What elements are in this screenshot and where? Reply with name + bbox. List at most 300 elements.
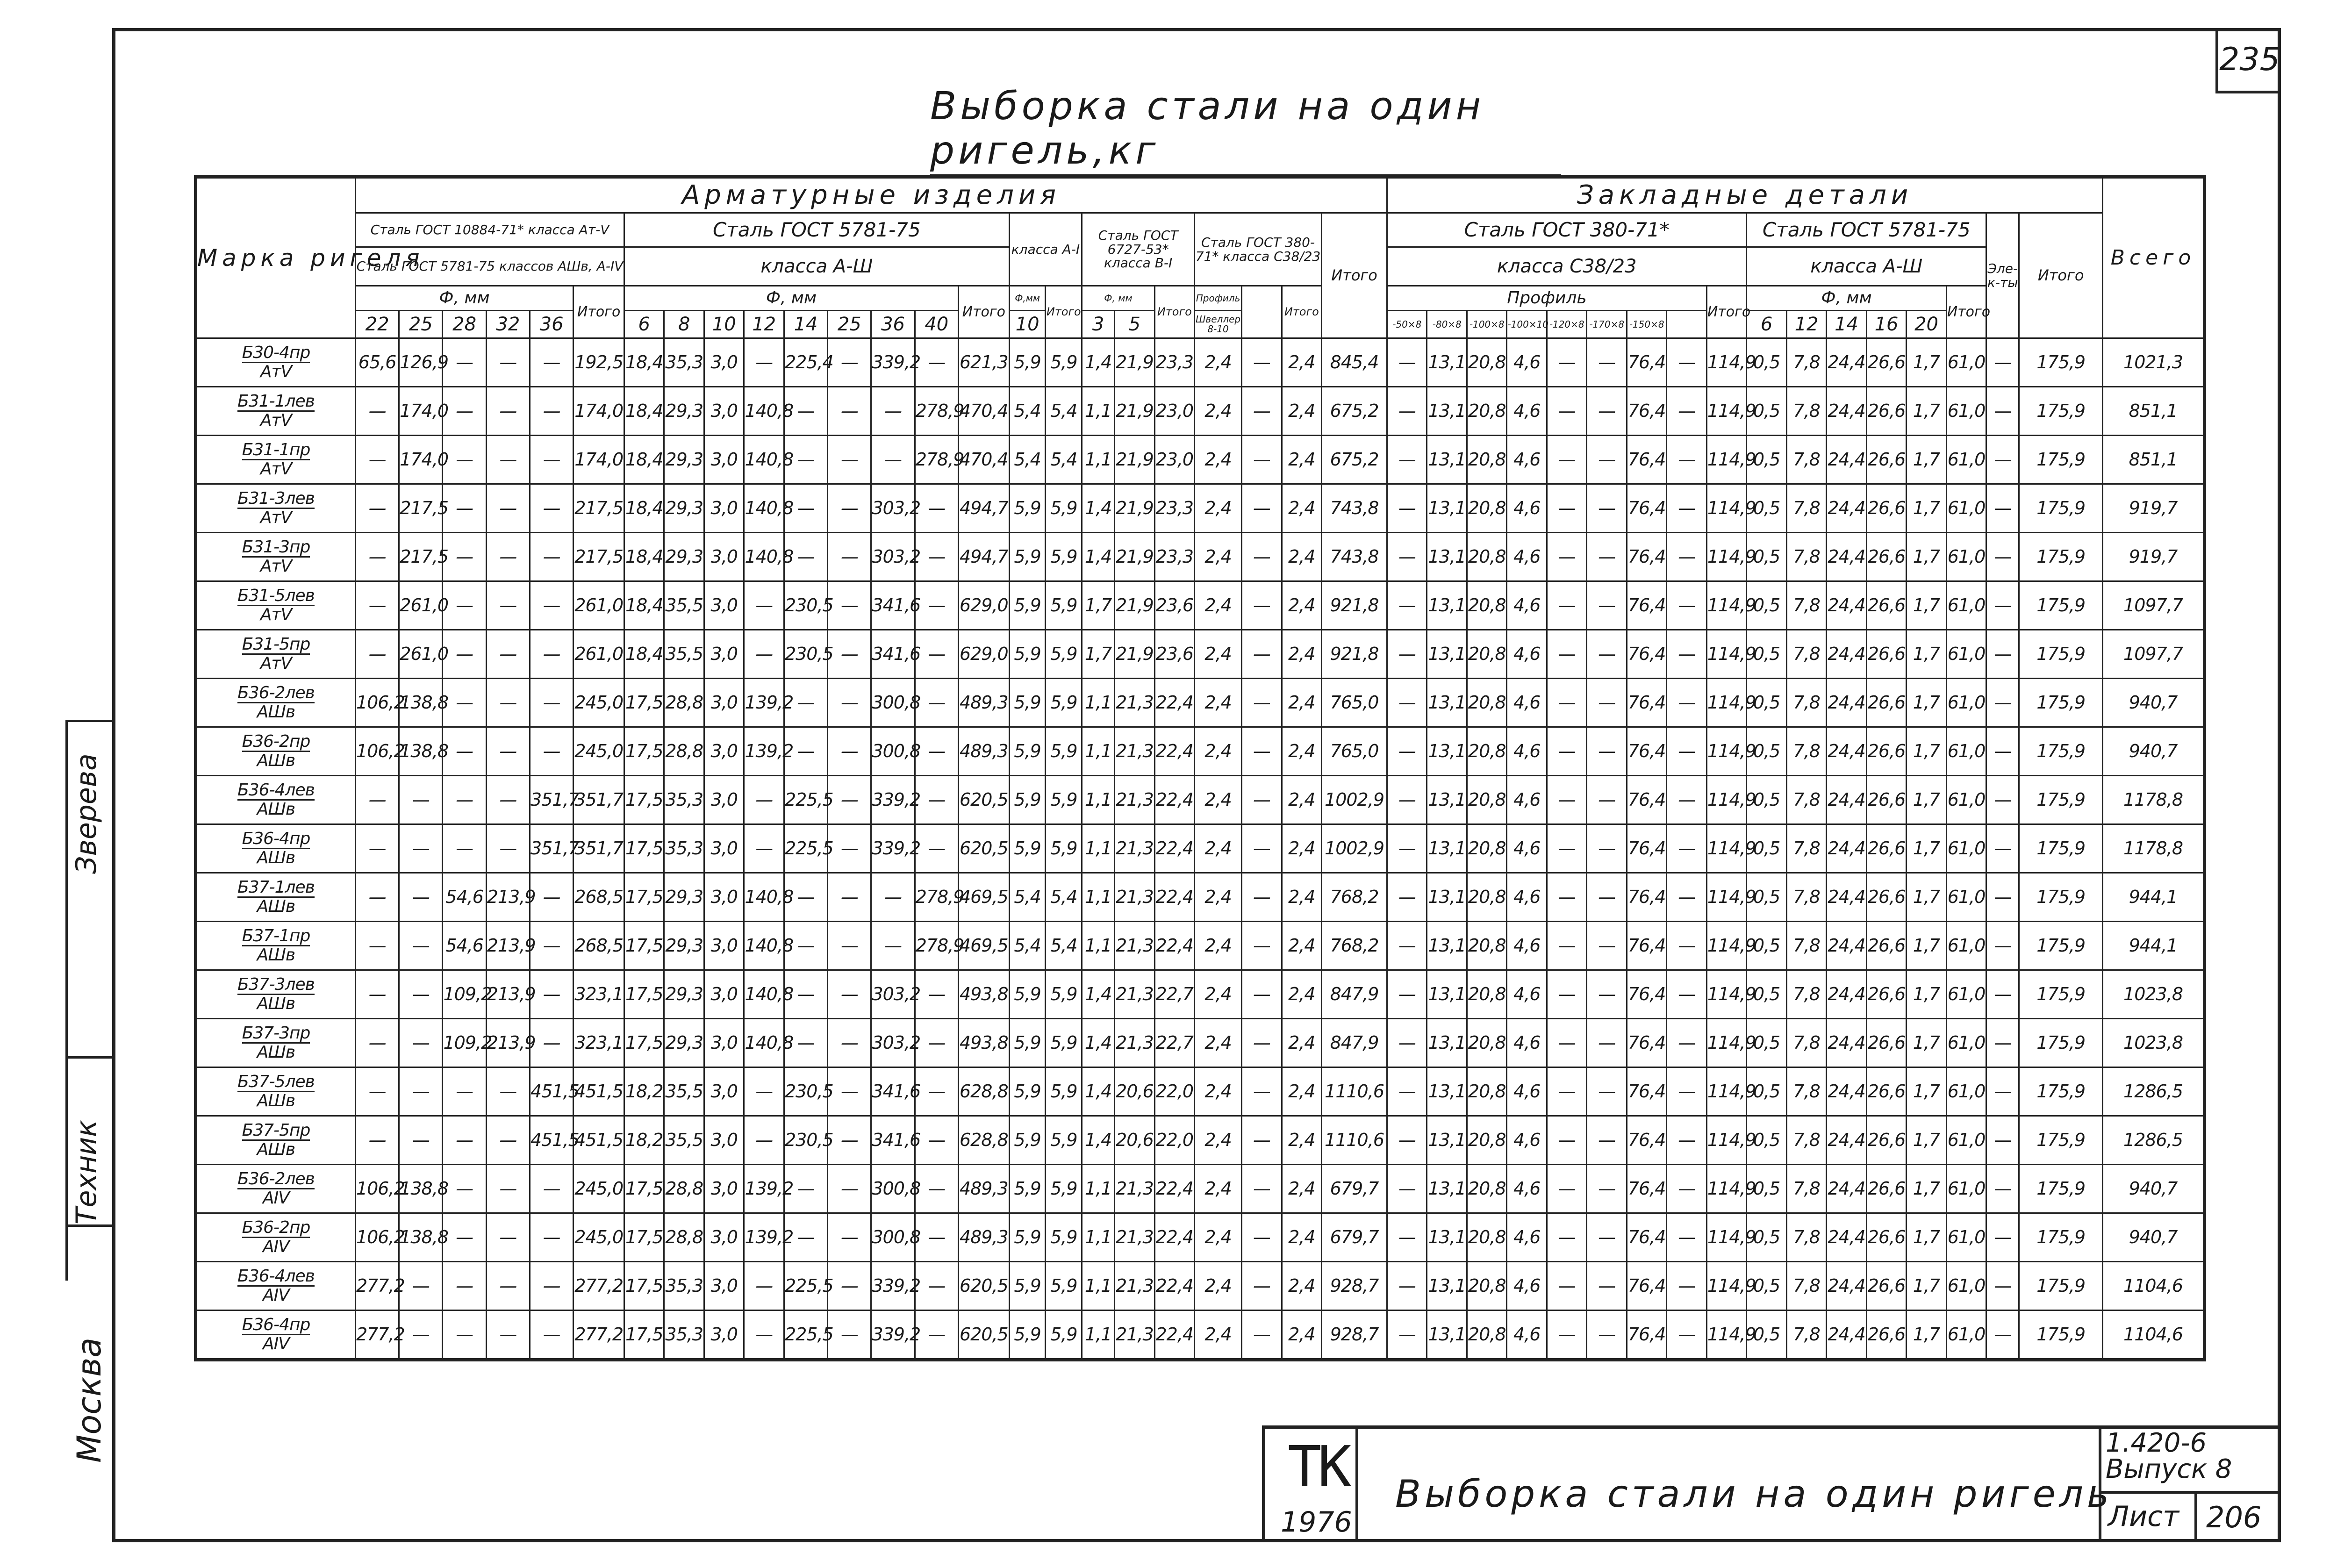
table-cell: 138,8 (399, 727, 443, 776)
table-cell: 0,5 (1747, 1116, 1786, 1165)
mark-code: Б36-4лев (237, 780, 315, 800)
table-cell: — (784, 727, 827, 776)
table-cell: 628,8 (958, 1116, 1009, 1165)
table-cell: 140,8 (744, 873, 784, 922)
table-cell: 13,1 (1427, 436, 1467, 484)
table-cell: 21,3 (1115, 1019, 1154, 1067)
table-cell: 2,4 (1282, 630, 1321, 679)
table-cell: 22,4 (1154, 1213, 1194, 1262)
table-cell: 76,4 (1627, 1116, 1666, 1165)
table-cell: 20,8 (1467, 1116, 1506, 1165)
table-cell: — (1547, 484, 1586, 533)
table-cell: 5,9 (1009, 1165, 1046, 1213)
table-cell: — (1242, 581, 1282, 630)
table-cell: — (1387, 1310, 1427, 1360)
table-cell: — (1242, 533, 1282, 581)
table-cell: 114,9 (1706, 1310, 1746, 1360)
table-cell: — (530, 922, 573, 970)
table-cell: 303,2 (871, 533, 915, 581)
mark-code: Б31-1лев (237, 392, 315, 411)
table-cell: 5,4 (1009, 436, 1046, 484)
table-cell: 5,9 (1046, 1213, 1082, 1262)
title-block-divider (1355, 1425, 1358, 1542)
table-cell: 114,9 (1706, 1116, 1746, 1165)
table-cell: — (871, 922, 915, 970)
table-cell: 20,8 (1467, 630, 1506, 679)
sheet-label: Лист (2108, 1500, 2179, 1533)
table-cell: 3,0 (704, 533, 744, 581)
table-cell: — (1587, 1310, 1627, 1360)
table-cell: 114,9 (1706, 776, 1746, 824)
profile-header: -170×8 (1587, 311, 1627, 338)
table-cell: 5,9 (1009, 1213, 1046, 1262)
table-cell: — (871, 436, 915, 484)
row-mark (196, 873, 356, 922)
table-cell: 1104,6 (2103, 1262, 2205, 1310)
table-cell: 268,5 (573, 873, 624, 922)
table-cell: — (530, 581, 573, 630)
header-phi-b1: Ф, мм (1082, 286, 1154, 311)
table-cell: 213,9 (486, 970, 530, 1019)
table-cell: 0,5 (1747, 1310, 1786, 1360)
table-cell: 175,9 (2019, 436, 2103, 484)
table-cell: 28,8 (664, 727, 704, 776)
table-cell: 261,0 (573, 581, 624, 630)
mark-class: АШв (257, 945, 295, 965)
diameter-header: 36 (871, 311, 915, 338)
table-cell: — (784, 679, 827, 727)
table-cell: 5,9 (1046, 1067, 1082, 1116)
table-cell: — (1587, 727, 1627, 776)
table-cell: 7,8 (1786, 436, 1826, 484)
table-cell: 3,0 (704, 1262, 744, 1310)
diameter-header: 32 (486, 311, 530, 338)
table-cell: 20,8 (1467, 338, 1506, 387)
table-cell: 13,1 (1427, 581, 1467, 630)
table-cell: 13,1 (1427, 970, 1467, 1019)
table-cell: — (443, 776, 486, 824)
table-cell: 21,3 (1115, 1310, 1154, 1360)
table-cell: — (1547, 1165, 1586, 1213)
mark-code: Б37-1лев (237, 878, 315, 897)
table-cell: 2,4 (1195, 727, 1242, 776)
table-cell: — (1986, 970, 2019, 1019)
table-cell: — (1242, 387, 1282, 436)
stamp-zvereva: Зверева (70, 753, 103, 874)
table-cell: — (443, 338, 486, 387)
table-cell: 23,0 (1154, 387, 1194, 436)
table-cell: 3,0 (704, 484, 744, 533)
mark-class: АШв (257, 994, 295, 1013)
table-cell: — (443, 436, 486, 484)
table-cell: 61,0 (1946, 484, 1986, 533)
table-cell: — (1986, 1213, 2019, 1262)
table-cell: — (1587, 338, 1627, 387)
row-mark (196, 387, 356, 436)
table-cell: 106,2 (355, 1165, 399, 1213)
table-cell: 21,3 (1115, 824, 1154, 873)
mark-class: АтV (260, 362, 292, 381)
table-cell: 261,0 (399, 630, 443, 679)
table-cell: 4,6 (1507, 679, 1547, 727)
table-cell: 0,5 (1747, 533, 1786, 581)
table-cell: — (1242, 776, 1282, 824)
table-cell: — (915, 824, 958, 873)
table-cell: 65,6 (355, 338, 399, 387)
table-cell: — (1587, 436, 1627, 484)
header-steel-10884: Сталь ГОСТ 10884-71* класса Ат-V (355, 213, 624, 247)
table-cell: — (1667, 1310, 1706, 1360)
table-cell: 2,4 (1195, 824, 1242, 873)
table-cell: 20,8 (1467, 1262, 1506, 1310)
table-cell: 7,8 (1786, 1213, 1826, 1262)
table-cell: 17,5 (624, 873, 664, 922)
table-cell: 24,4 (1827, 1067, 1866, 1116)
profile-header: -120×8 (1547, 311, 1586, 338)
table-cell: 76,4 (1627, 387, 1666, 436)
table-cell: 5,9 (1046, 533, 1082, 581)
table-cell: 114,9 (1706, 1165, 1746, 1213)
header-phi-a3: Ф, мм (624, 286, 959, 311)
table-cell: — (1387, 727, 1427, 776)
table-cell: 139,2 (744, 679, 784, 727)
table-cell: 20,8 (1467, 1019, 1506, 1067)
table-cell: 7,8 (1786, 1310, 1826, 1360)
table-cell: 2,4 (1282, 727, 1321, 776)
table-cell: — (1986, 387, 2019, 436)
table-cell: — (1547, 533, 1586, 581)
table-cell: — (486, 484, 530, 533)
table-cell: 2,4 (1282, 533, 1321, 581)
table-cell: — (530, 1165, 573, 1213)
table-row (196, 581, 2205, 630)
table-cell: 217,5 (573, 484, 624, 533)
table-cell: — (915, 1262, 958, 1310)
table-cell: 743,8 (1322, 533, 1387, 581)
table-cell: — (1667, 1165, 1706, 1213)
table-cell: — (1587, 387, 1627, 436)
table-cell: 2,4 (1195, 1165, 1242, 1213)
table-cell: 5,9 (1009, 533, 1046, 581)
table-cell: 847,9 (1322, 970, 1387, 1019)
table-cell: — (1387, 1165, 1427, 1213)
table-cell: — (1387, 436, 1427, 484)
table-cell: — (915, 1310, 958, 1360)
table-cell: — (1667, 1019, 1706, 1067)
table-cell: — (1667, 1213, 1706, 1262)
table-cell: 1,7 (1907, 970, 1946, 1019)
table-cell: 23,0 (1154, 436, 1194, 484)
table-cell: 0,5 (1747, 824, 1786, 873)
row-mark (196, 484, 356, 533)
table-cell: 2,4 (1282, 1165, 1321, 1213)
table-cell: 5,9 (1009, 338, 1046, 387)
table-cell: 469,5 (958, 873, 1009, 922)
table-cell: 175,9 (2019, 727, 2103, 776)
table-cell: 4,6 (1507, 1310, 1547, 1360)
table-cell: 7,8 (1786, 873, 1826, 922)
table-cell: 675,2 (1322, 387, 1387, 436)
table-cell: 5,9 (1046, 679, 1082, 727)
table-cell: 3,0 (704, 776, 744, 824)
table-cell: — (530, 679, 573, 727)
table-cell: 23,3 (1154, 484, 1194, 533)
table-cell: 278,9 (915, 436, 958, 484)
table-cell: — (1387, 581, 1427, 630)
table-cell: — (828, 970, 871, 1019)
table-cell: 451,5 (530, 1116, 573, 1165)
table-cell: 61,0 (1946, 1165, 1986, 1213)
table-row (196, 387, 2205, 436)
table-cell: 13,1 (1427, 679, 1467, 727)
header-phi-a1: Ф,мм (1009, 286, 1046, 311)
table-cell: 5,9 (1009, 630, 1046, 679)
table-cell: 629,0 (958, 630, 1009, 679)
table-cell: 5,9 (1046, 824, 1082, 873)
header-itogo-b1: Итого (1154, 286, 1194, 338)
header-itogo-c: Итого (1282, 286, 1321, 338)
table-cell: 175,9 (2019, 387, 2103, 436)
table-cell: 0,5 (1747, 1019, 1786, 1067)
table-row (196, 727, 2205, 776)
mark-code: Б36-4пр (242, 829, 310, 849)
table-cell: — (486, 1310, 530, 1360)
table-cell: — (1547, 1019, 1586, 1067)
table-cell: 22,0 (1154, 1116, 1194, 1165)
table-cell: 26,6 (1866, 776, 1906, 824)
table-cell: 35,3 (664, 1310, 704, 1360)
table-cell: 628,8 (958, 1067, 1009, 1116)
table-cell: 3,0 (704, 1310, 744, 1360)
table-cell: 1,7 (1907, 581, 1946, 630)
table-cell: 17,5 (624, 1310, 664, 1360)
table-cell: 76,4 (1627, 970, 1666, 1019)
row-mark (196, 630, 356, 679)
table-cell: — (784, 387, 827, 436)
table-cell: — (784, 970, 827, 1019)
table-cell: — (1986, 776, 2019, 824)
table-cell: — (915, 970, 958, 1019)
table-cell: 61,0 (1946, 727, 1986, 776)
table-cell: 20,8 (1467, 533, 1506, 581)
table-cell: 175,9 (2019, 581, 2103, 630)
table-cell: 1,4 (1082, 970, 1115, 1019)
table-cell: — (1986, 1165, 2019, 1213)
table-cell: 5,4 (1046, 873, 1082, 922)
table-cell: — (1587, 1116, 1627, 1165)
table-cell: 1,1 (1082, 679, 1115, 727)
table-cell: 24,4 (1827, 824, 1866, 873)
table-cell: 21,3 (1115, 1213, 1154, 1262)
table-cell: 1,7 (1907, 873, 1946, 922)
table-cell: 21,3 (1115, 679, 1154, 727)
table-cell: — (530, 1019, 573, 1067)
table-cell: 28,8 (664, 1213, 704, 1262)
header-armature: Арматурные изделия (355, 177, 1387, 213)
table-cell: 1,4 (1082, 338, 1115, 387)
table-cell: 5,9 (1009, 1067, 1046, 1116)
table-row (196, 970, 2205, 1019)
table-cell: — (1242, 1165, 1282, 1213)
mark-code: Б36-4лев (237, 1267, 315, 1286)
table-cell: 175,9 (2019, 679, 2103, 727)
mark-class: АШв (257, 1091, 295, 1110)
table-cell: — (1387, 630, 1427, 679)
table-cell: 5,4 (1009, 922, 1046, 970)
table-cell: 29,3 (664, 873, 704, 922)
table-cell: — (744, 1067, 784, 1116)
table-cell: 24,4 (1827, 581, 1866, 630)
table-cell: 1,7 (1082, 630, 1115, 679)
table-cell: 629,0 (958, 581, 1009, 630)
table-cell: 21,9 (1115, 338, 1154, 387)
mark-class: АШв (257, 1140, 295, 1159)
table-cell: 5,9 (1009, 1262, 1046, 1310)
header-class-a1: класса А-I (1009, 213, 1082, 286)
table-cell: 2,4 (1282, 387, 1321, 436)
mark-code: Б37-3лев (237, 975, 315, 995)
table-cell: 278,9 (915, 387, 958, 436)
table-cell: 847,9 (1322, 1019, 1387, 1067)
table-cell: — (1986, 727, 2019, 776)
table-cell: 1,4 (1082, 1019, 1115, 1067)
table-cell: 35,5 (664, 630, 704, 679)
header-total: Всего (2103, 177, 2205, 338)
table-cell: 24,4 (1827, 776, 1866, 824)
table-cell: 24,4 (1827, 679, 1866, 727)
table-cell: 339,2 (871, 1262, 915, 1310)
table-cell: 7,8 (1786, 484, 1826, 533)
table-cell: 13,1 (1427, 1165, 1467, 1213)
table-cell: 76,4 (1627, 1213, 1666, 1262)
table-cell: — (1667, 581, 1706, 630)
table-cell: 76,4 (1627, 630, 1666, 679)
table-cell: 768,2 (1322, 922, 1387, 970)
table-cell: — (1587, 776, 1627, 824)
table-cell: — (1242, 436, 1282, 484)
table-cell: 29,3 (664, 436, 704, 484)
table-cell: 1,7 (1907, 436, 1946, 484)
table-cell: 13,1 (1427, 1067, 1467, 1116)
table-cell: 61,0 (1946, 533, 1986, 581)
table-cell: 2,4 (1282, 824, 1321, 873)
table-cell: 17,5 (624, 1165, 664, 1213)
table-cell: 24,4 (1827, 1165, 1866, 1213)
table-cell: 1,1 (1082, 776, 1115, 824)
table-cell: 175,9 (2019, 1067, 2103, 1116)
table-cell: 175,9 (2019, 922, 2103, 970)
table-cell: 21,9 (1115, 484, 1154, 533)
header-profile-small: Профиль (1195, 286, 1242, 311)
mark-class: АтV (260, 605, 292, 624)
mark-class: АШв (257, 702, 295, 722)
table-cell: — (784, 533, 827, 581)
table-cell: 26,6 (1866, 727, 1906, 776)
table-cell: 1,7 (1907, 776, 1946, 824)
table-cell: 114,9 (1706, 679, 1746, 727)
table-cell: — (1587, 630, 1627, 679)
table-row (196, 1019, 2205, 1067)
table-cell: — (355, 970, 399, 1019)
table-cell: — (530, 1310, 573, 1360)
table-cell: — (1667, 1262, 1706, 1310)
diameter-header: 12 (744, 311, 784, 338)
table-cell: 0,5 (1747, 727, 1786, 776)
table-cell: 26,6 (1866, 1262, 1906, 1310)
header-blank-c (1242, 286, 1282, 338)
table-cell: 20,6 (1115, 1116, 1154, 1165)
row-mark (196, 581, 356, 630)
table-cell: 18,4 (624, 387, 664, 436)
table-cell: 26,6 (1866, 679, 1906, 727)
table-cell: 24,4 (1827, 1019, 1866, 1067)
header-steel-5781: Сталь ГОСТ 5781-75 (624, 213, 1010, 247)
table-cell: — (486, 1116, 530, 1165)
table-cell: — (1547, 1067, 1586, 1116)
table-cell: 114,9 (1706, 484, 1746, 533)
mark-class: АШв (257, 751, 295, 770)
table-cell: 20,8 (1467, 1165, 1506, 1213)
table-cell: — (1986, 873, 2019, 922)
table-cell: — (1587, 484, 1627, 533)
table-cell: 76,4 (1627, 922, 1666, 970)
table-cell: 26,6 (1866, 1067, 1906, 1116)
table-cell: 0,5 (1747, 679, 1786, 727)
table-cell: 341,6 (871, 1116, 915, 1165)
table-cell: 24,4 (1827, 1116, 1866, 1165)
table-cell: — (1986, 1310, 2019, 1360)
table-cell: 26,6 (1866, 533, 1906, 581)
diameter-header: 25 (828, 311, 871, 338)
table-cell: 61,0 (1946, 824, 1986, 873)
table-cell: 13,1 (1427, 1310, 1467, 1360)
table-cell: — (828, 533, 871, 581)
table-cell: 341,6 (871, 1067, 915, 1116)
table-cell: — (1986, 824, 2019, 873)
title-block-title: Выборка стали на один ригель (1395, 1472, 2113, 1516)
table-cell: 4,6 (1507, 873, 1547, 922)
table-cell: 35,5 (664, 581, 704, 630)
mark-class: АтV (260, 654, 292, 673)
table-cell: — (1242, 1019, 1282, 1067)
table-cell: 5,4 (1009, 387, 1046, 436)
table-cell: 20,8 (1467, 436, 1506, 484)
table-cell: — (1242, 338, 1282, 387)
table-cell: 175,9 (2019, 1262, 2103, 1310)
table-cell: 3,0 (704, 338, 744, 387)
table-cell: — (1587, 1213, 1627, 1262)
table-cell: 140,8 (744, 922, 784, 970)
table-cell: 61,0 (1946, 1310, 1986, 1360)
diameter-header: 6 (624, 311, 664, 338)
table-cell: 620,5 (958, 1310, 1009, 1360)
table-cell: 300,8 (871, 679, 915, 727)
diameter-header: 20 (1907, 311, 1946, 338)
table-cell: 4,6 (1507, 970, 1547, 1019)
table-cell: — (486, 581, 530, 630)
table-cell: 5,4 (1046, 436, 1082, 484)
table-cell: 2,4 (1195, 387, 1242, 436)
table-cell: 0,5 (1747, 970, 1786, 1019)
header-electrodes: Эле-к-ты (1986, 213, 2019, 338)
table-cell: — (355, 436, 399, 484)
table-cell: 470,4 (958, 436, 1009, 484)
table-cell: 5,9 (1046, 1165, 1082, 1213)
table-cell: 3,0 (704, 1213, 744, 1262)
table-cell: 928,7 (1322, 1262, 1387, 1310)
table-cell: — (1547, 873, 1586, 922)
table-cell: 451,5 (530, 1067, 573, 1116)
